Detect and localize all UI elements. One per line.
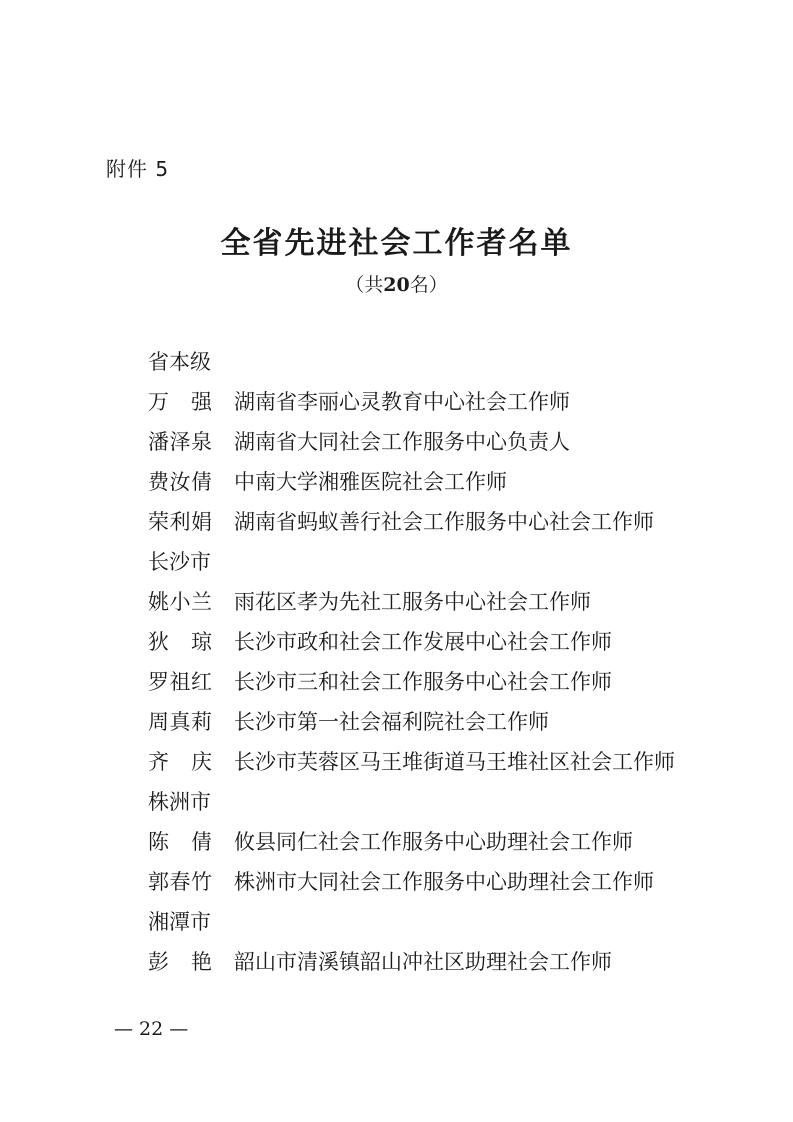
person-name: 陈 倩 [148, 830, 212, 854]
list-item [148, 942, 748, 982]
person-role: 韶山市清溪镇韶山冲社区助理社会工作师 [234, 950, 612, 974]
person-name: 潘泽泉 [148, 430, 212, 454]
person-name: 荣利娟 [148, 510, 212, 534]
page-title: 全省先进社会工作者名单 [220, 226, 573, 261]
person-role: 攸县同仁社会工作服务中心助理社会工作师 [234, 830, 633, 854]
awardee-list [148, 342, 748, 982]
section-heading: 长沙市 [148, 550, 211, 574]
list-item [148, 742, 748, 782]
list-item [148, 502, 748, 542]
person-name: 彭 艳 [148, 950, 212, 974]
list-item [148, 382, 748, 422]
person-role: 湖南省大同社会工作服务中心负责人 [234, 430, 570, 454]
list-item [148, 622, 748, 662]
subtitle-prefix: （共 [345, 274, 384, 296]
attachment-label: 附件 5 [106, 157, 170, 181]
list-item [148, 662, 748, 702]
person-role: 长沙市芙蓉区马王堆街道马王堆社区社会工作师 [234, 750, 675, 774]
person-name: 费汝倩 [148, 470, 212, 494]
person-name: 齐 庆 [148, 750, 212, 774]
person-role: 长沙市第一社会福利院社会工作师 [234, 710, 549, 734]
list-item [148, 702, 748, 742]
person-role: 株洲市大同社会工作服务中心助理社会工作师 [234, 870, 654, 894]
person-name: 罗祖红 [148, 670, 212, 694]
person-role: 长沙市三和社会工作服务中心社会工作师 [234, 670, 612, 694]
section-heading: 湘潭市 [148, 910, 211, 934]
list-item [148, 422, 748, 462]
list-item [148, 862, 748, 902]
person-name: 狄 琼 [148, 630, 212, 654]
person-role: 湖南省李丽心灵教育中心社会工作师 [234, 390, 570, 414]
person-role: 长沙市政和社会工作发展中心社会工作师 [234, 630, 612, 654]
person-role: 湖南省蚂蚁善行社会工作服务中心社会工作师 [234, 510, 654, 534]
subtitle-count: 20 [383, 274, 410, 296]
person-name: 万 强 [148, 390, 212, 414]
list-item [148, 462, 748, 502]
subtitle-suffix: 名） [409, 274, 448, 296]
person-role: 雨花区孝为先社工服务中心社会工作师 [234, 590, 591, 614]
page-number: — 22 — [114, 1018, 189, 1040]
person-name: 郭春竹 [148, 870, 212, 894]
person-name: 姚小兰 [148, 590, 212, 614]
section-heading: 株洲市 [148, 790, 211, 814]
person-name: 周真莉 [148, 710, 212, 734]
list-item [148, 582, 748, 622]
section-heading: 省本级 [148, 350, 211, 374]
list-item [148, 822, 748, 862]
person-role: 中南大学湘雅医院社会工作师 [234, 470, 507, 494]
subtitle [0, 272, 793, 298]
